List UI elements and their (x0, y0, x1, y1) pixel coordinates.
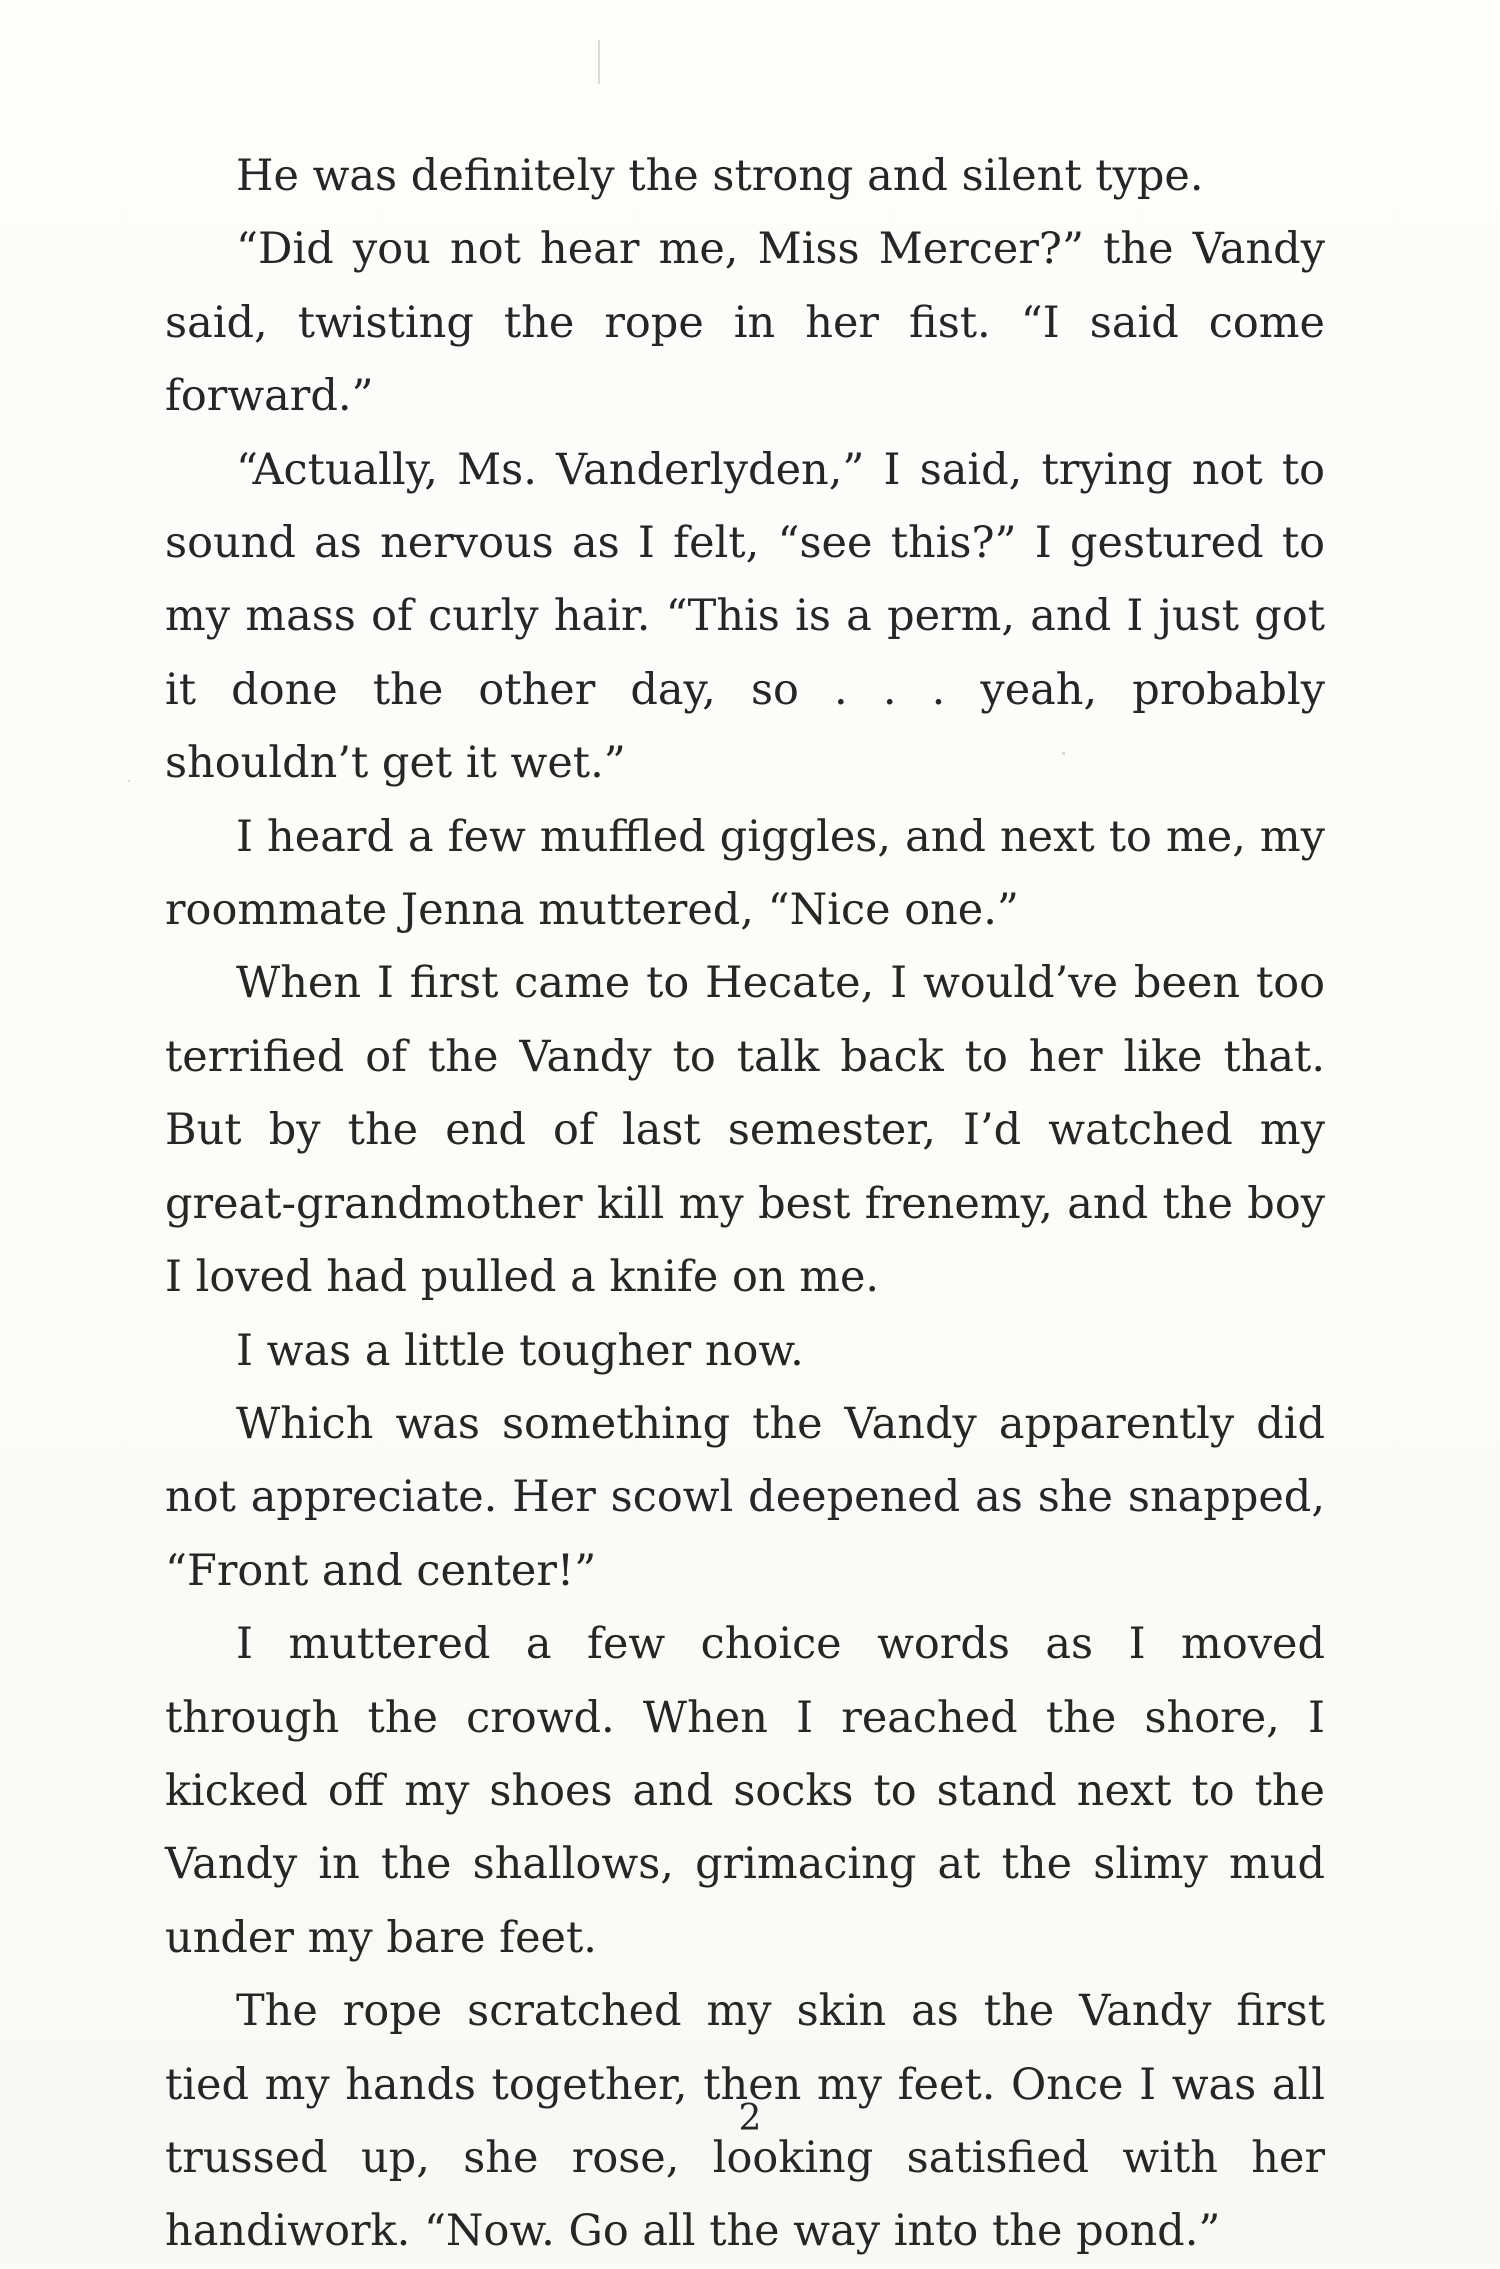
page-number: 2 (738, 2098, 762, 2139)
paragraph: He was definitely the strong and silent type. (236, 151, 1204, 201)
paragraph: I heard a few muffled giggles, and next to me, my roommate Jenna muttered, “Nice one.” (165, 811, 1325, 936)
paragraph: “Actually, Ms. Vanderlyden,” I said, trying not to sound as nervous as I felt, “see this?” I gestured to my mass of curly hair. “This is a perm, and I just got it done the other day, so . . . yeah, probably shouldn’t get it wet.” (165, 444, 1325, 789)
paragraph: I was a little tougher now. (236, 1325, 804, 1376)
paragraph: “Did you not hear me, Miss Mercer?” the Vandy said, twisting the rope in her fist. “I said come forward.” (165, 224, 1325, 422)
scan-speck (128, 780, 130, 782)
body-text (165, 140, 1325, 2269)
paragraph: I muttered a few choice words as I moved through the crowd. When I reached the shore, I kicked off my shoes and socks to stand next to the Vandy in the shallows, grimacing at the slimy mud under my bare feet. (165, 1619, 1325, 1963)
scan-speck (598, 40, 600, 84)
paragraph: Which was something the Vandy apparently did not appreciate. Her scowl deepened as she snapped, “Front and center!” (165, 1398, 1325, 1596)
paragraph: The rope scratched my skin as the Vandy first tied my hands together, then my feet. Once I was all trussed up, she rose, looking satisfied with her handiwork. “Now. Go all the way into the pond.” (165, 1986, 1325, 2257)
paragraph: When I first came to Hecate, I would’ve been too terrified of the Vandy to talk back to her like that. But by the end of last semester, I’d watched my great-grandmother kill my best frenemy, and the boy I loved had pulled a knife on me. (165, 958, 1325, 1303)
